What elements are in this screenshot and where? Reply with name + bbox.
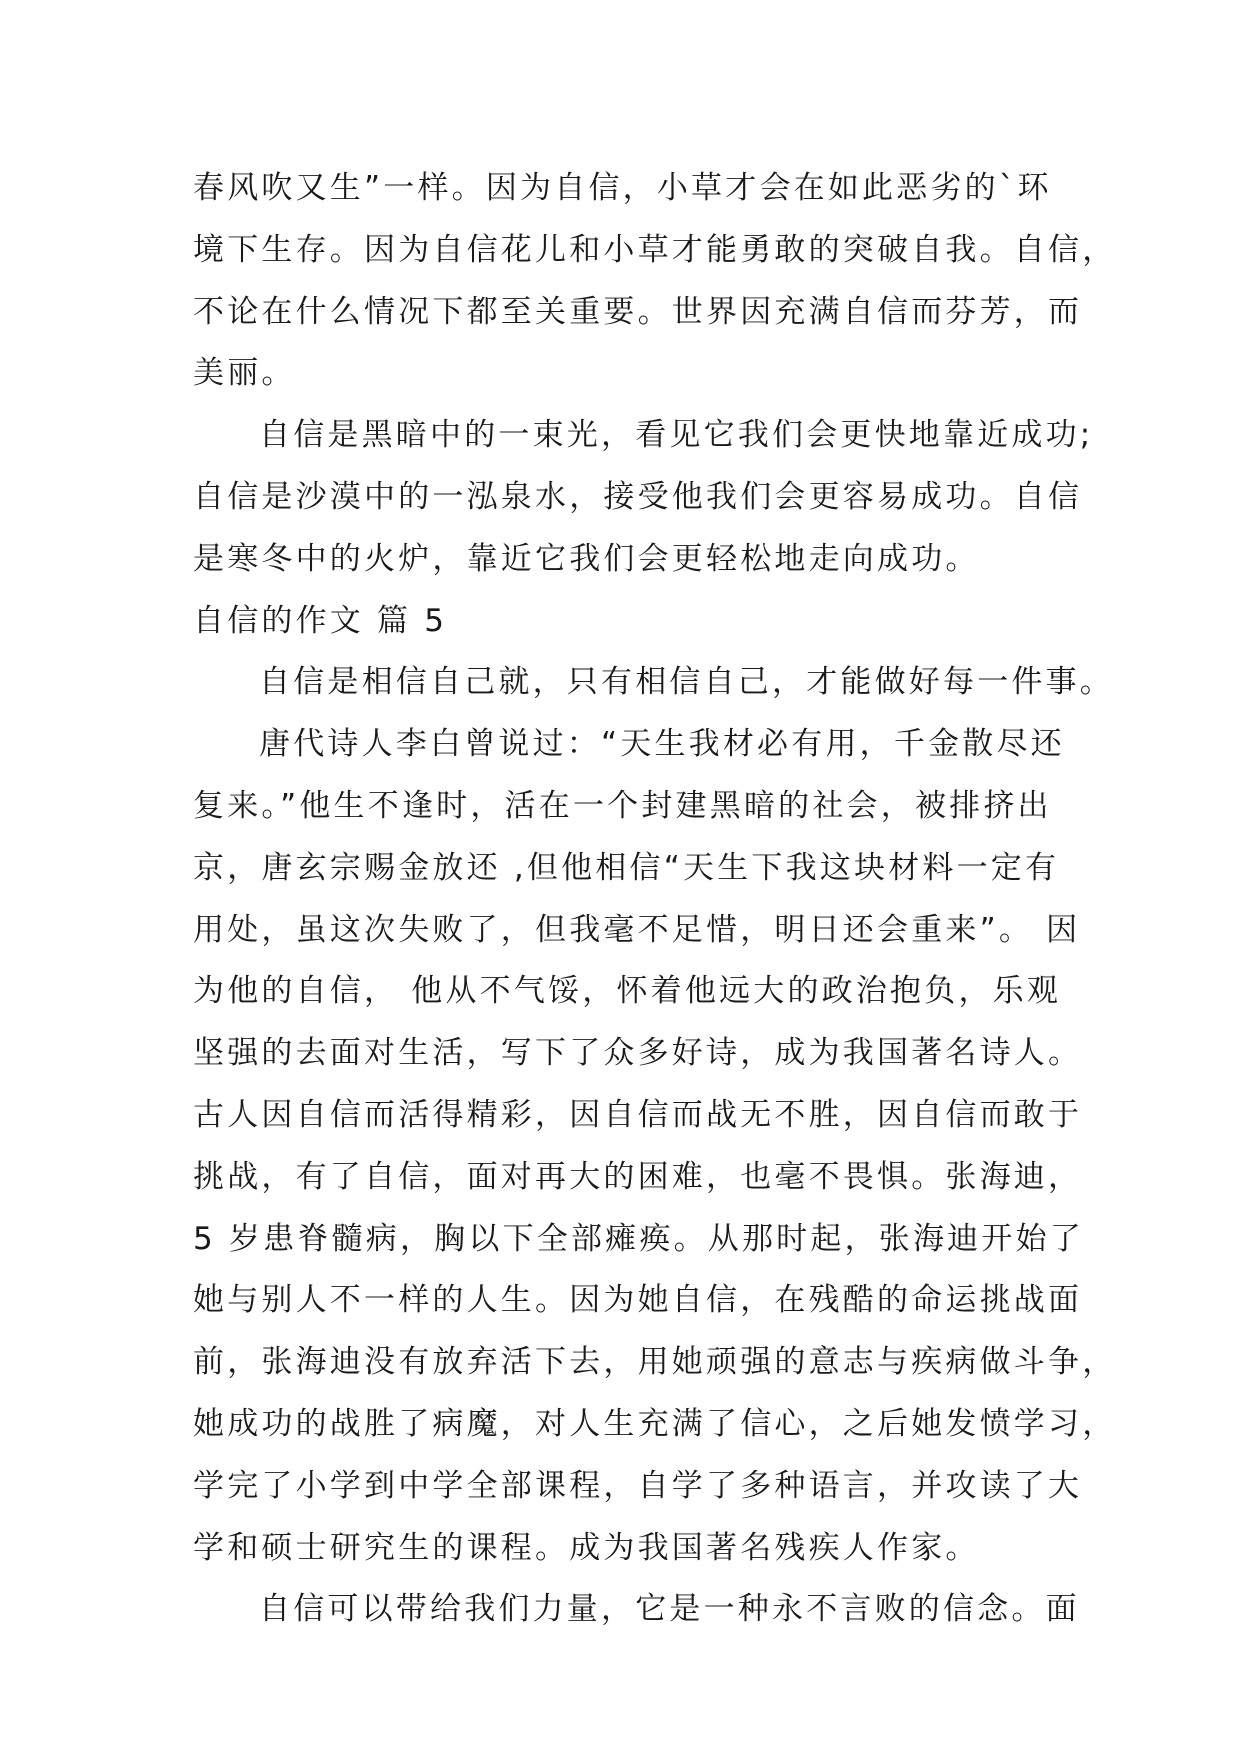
text-line: 挑战，有了自信，面对再大的困难，也毫不畏惧。张海迪，: [193, 1158, 1083, 1195]
text-line: 坚强的去面对生活，写下了众多好诗，成为我国著名诗人。: [193, 1035, 1083, 1072]
text-line: 自信是黑暗中的一束光，看见它我们会更快地靠近成功;: [259, 417, 1094, 454]
section-heading: 自信的作文 篇 5: [193, 602, 448, 639]
text-line: 自信是相信自己就，只有相信自己，才能做好每一件事。: [259, 664, 1114, 701]
text-line: 学完了小学到中学全部课程，自学了多种语言，并攻读了大: [193, 1467, 1083, 1504]
text-line: 春风吹又生”一样。因为自信，小草才会在如此恶劣的`环: [193, 170, 1052, 206]
essay-text-block: [193, 158, 1117, 1641]
text-line: 5 岁患脊髓病，胸以下全部瘫痪。从那时起，张海迪开始了: [193, 1220, 1084, 1257]
text-line: 自信可以带给我们力量，它是一种永不言败的信念。面: [259, 1591, 1080, 1628]
text-line: 唐代诗人李白曾说过：“天生我材必有用，千金散尽还: [259, 726, 1065, 763]
text-line: 她成功的战胜了病魔，对人生充满了信心，之后她发愤学习，: [193, 1405, 1117, 1442]
text-line: 用处，虽这次失败了，但我毫不足惜，明日还会重来”。 因: [193, 911, 1081, 948]
text-line: 美丽。: [193, 355, 296, 392]
text-line: 境下生存。因为自信花儿和小草才能勇敢的突破自我。自信，: [193, 231, 1117, 268]
text-line: 前，张海迪没有放弃活下去，用她顽强的意志与疾病做斗争，: [193, 1344, 1117, 1381]
text-line: 复来。”他生不逢时，活在一个封建黑暗的社会，被排挤出: [193, 787, 1052, 824]
text-line: 不论在什么情况下都至关重要。世界因充满自信而芬芳，而: [193, 293, 1083, 330]
text-line: 京，唐玄宗赐金放还 ,但他相信“天生下我这块材料一定有: [193, 849, 1060, 886]
text-line: 她与别人不一样的人生。因为她自信，在残酷的命运挑战面: [193, 1282, 1083, 1319]
text-line: 古人因自信而活得精彩，因自信而战无不胜，因自信而敢于: [193, 1096, 1083, 1133]
text-line: 学和硕士研究生的课程。成为我国著名残疾人作家。: [193, 1529, 980, 1566]
text-line: 自信是沙漠中的一泓泉水，接受他我们会更容易成功。自信: [193, 478, 1083, 515]
text-line: 是寒冬中的火炉，靠近它我们会更轻松地走向成功。: [193, 540, 980, 577]
text-line: 为他的自信， 他从不气馁，怀着他远大的政治抱负，乐观: [193, 973, 1062, 1010]
